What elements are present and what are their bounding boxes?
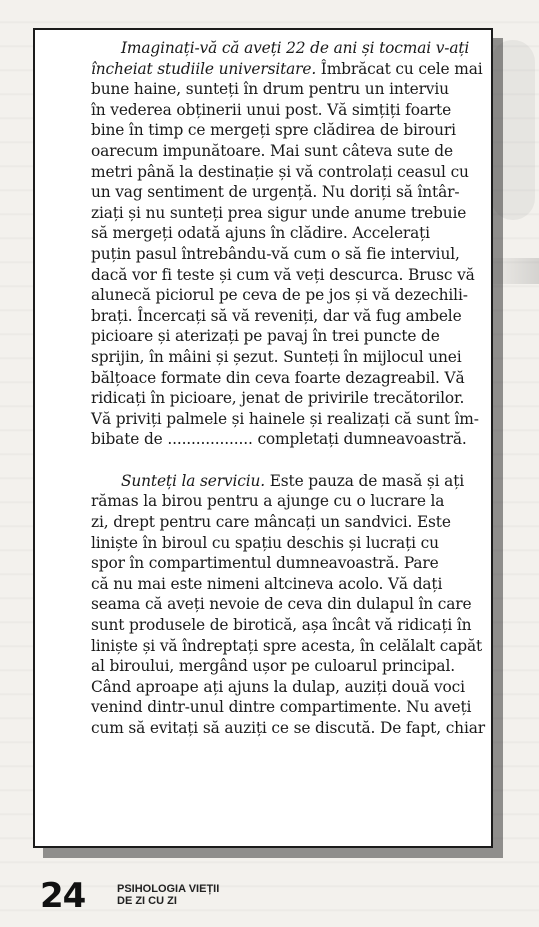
line-text: al biroului, mergând ușor pe culoarul principal.	[91, 657, 455, 676]
line-text: că nu mai este nimeni altcineva acolo. Vă dați	[91, 574, 443, 593]
text-line	[91, 368, 469, 389]
line-text: Vă priviți palmele și hainele și realizați că sunt îm-	[91, 409, 479, 428]
line-text: metri până la destinație și vă controlați ceasul cu	[91, 162, 469, 181]
line-text: spor în compartimentul dumneavoastră. Pare	[91, 554, 439, 573]
paragraph-1	[91, 38, 483, 450]
text-line	[91, 594, 472, 615]
line-text: venind dintr-unul dintre compartimente. Nu aveți	[91, 698, 472, 717]
line-text: ridicați în picioare, jenat de privirile trecătorilor.	[91, 389, 465, 408]
text-line	[91, 533, 469, 554]
text-line	[91, 553, 469, 574]
text-line	[91, 471, 469, 492]
italic-lead: Imaginați-vă că aveți 22 de ani și tocmai v-ați	[121, 39, 470, 57]
text-line	[91, 244, 469, 265]
line-text: sunt produsele de birotică, așa încât vă ridicați în	[91, 616, 472, 635]
line-text: să mergeți odată ajuns în clădire. Accelerați	[91, 224, 430, 243]
line-text: un vag sentiment de urgență. Nu doriți să întâr-	[91, 183, 460, 202]
text-line	[91, 100, 469, 121]
line-text: bălțoace formate din ceva foarte dezagreabil. Vă	[91, 368, 465, 387]
line-text: sprijin, în mâini și șezut. Sunteți în mijlocul unei	[91, 347, 462, 366]
text-line	[91, 677, 469, 698]
line-text: bune haine, sunteți în drum pentru un interviu	[91, 80, 449, 99]
paragraph-2	[91, 471, 485, 739]
line-text: oarecum impunătoare. Mai sunt câteva sute de	[91, 141, 453, 160]
book-title	[117, 883, 257, 907]
paragraph-gap	[91, 450, 469, 471]
text-line	[91, 306, 469, 327]
italic-lead: Sunteți la serviciu.	[121, 471, 265, 490]
line-text: liniște și vă îndreptați spre acesta, în celălalt capăt	[91, 636, 483, 655]
text-line	[91, 697, 472, 718]
text-line	[91, 388, 469, 409]
text-line	[91, 223, 469, 244]
line-text: ziați și nu sunteți prea sigur unde anume trebuie	[91, 203, 467, 222]
text-line	[91, 429, 469, 450]
text-line	[91, 326, 469, 347]
line-text: bine în timp ce mergeți spre clădirea de birouri	[91, 121, 456, 140]
text-line	[91, 512, 469, 533]
line-text: dacă vor fi teste și cum vă veți descurca. Brusc vă	[91, 265, 475, 284]
text-line	[91, 38, 469, 59]
italic-lead: încheiat studiile universitare.	[91, 59, 317, 78]
line-text: cum să evitați să auziți ce se discută. De fapt, chiar	[91, 719, 485, 737]
text-line	[91, 203, 469, 224]
text-line	[91, 182, 469, 203]
text-line	[91, 574, 469, 595]
line-text: zi, drept pentru care mâncați un sandvici. Este	[91, 513, 451, 532]
text-line	[91, 79, 469, 100]
text-line	[91, 162, 469, 183]
line-text: Îmbrăcat cu cele mai	[316, 59, 483, 78]
background-illustration	[491, 40, 535, 220]
line-text: liniște în biroul cu spațiu deschis și lucrați cu	[91, 533, 439, 552]
line-text: alunecă piciorul pe ceva de pe jos și vă dezechili-	[91, 286, 468, 305]
line-text: rămas la birou pentru a ajunge cu o lucrare la	[91, 492, 445, 511]
text-line	[91, 409, 479, 430]
book-title-line-1: PSIHOLOGIA VIEȚII	[117, 883, 220, 895]
text-line	[91, 718, 485, 739]
text-box	[33, 28, 493, 848]
text-line	[91, 491, 469, 512]
text-line	[91, 636, 483, 657]
page-number: 24	[40, 876, 86, 916]
text-line	[91, 347, 469, 368]
text-line	[91, 265, 475, 286]
line-text: Când aproape ați ajuns la dulap, auziți două voci	[91, 677, 465, 696]
line-text: picioare și aterizați pe pavaj în trei puncte de	[91, 327, 440, 346]
text-line	[91, 285, 469, 306]
line-text: bibate de .................. completați dumneavoastră.	[91, 430, 467, 449]
text-line	[91, 59, 483, 80]
line-text: seama că aveți nevoie de ceva din dulapul în care	[91, 595, 472, 614]
line-text: brați. Încercați să vă reveniți, dar vă fug ambele	[91, 306, 462, 325]
book-title-line-2: DE ZI CU ZI	[117, 895, 177, 907]
line-text: puțin pasul întrebându-vă cum o să fie interviul,	[91, 244, 460, 263]
text-line	[91, 615, 472, 636]
line-text: Este pauza de masă și ați	[264, 471, 464, 490]
text-line	[91, 656, 469, 677]
text-line	[91, 141, 469, 162]
line-text: în vederea obținerii unui post. Vă simțiți foarte	[91, 100, 452, 119]
text-line	[91, 120, 469, 141]
